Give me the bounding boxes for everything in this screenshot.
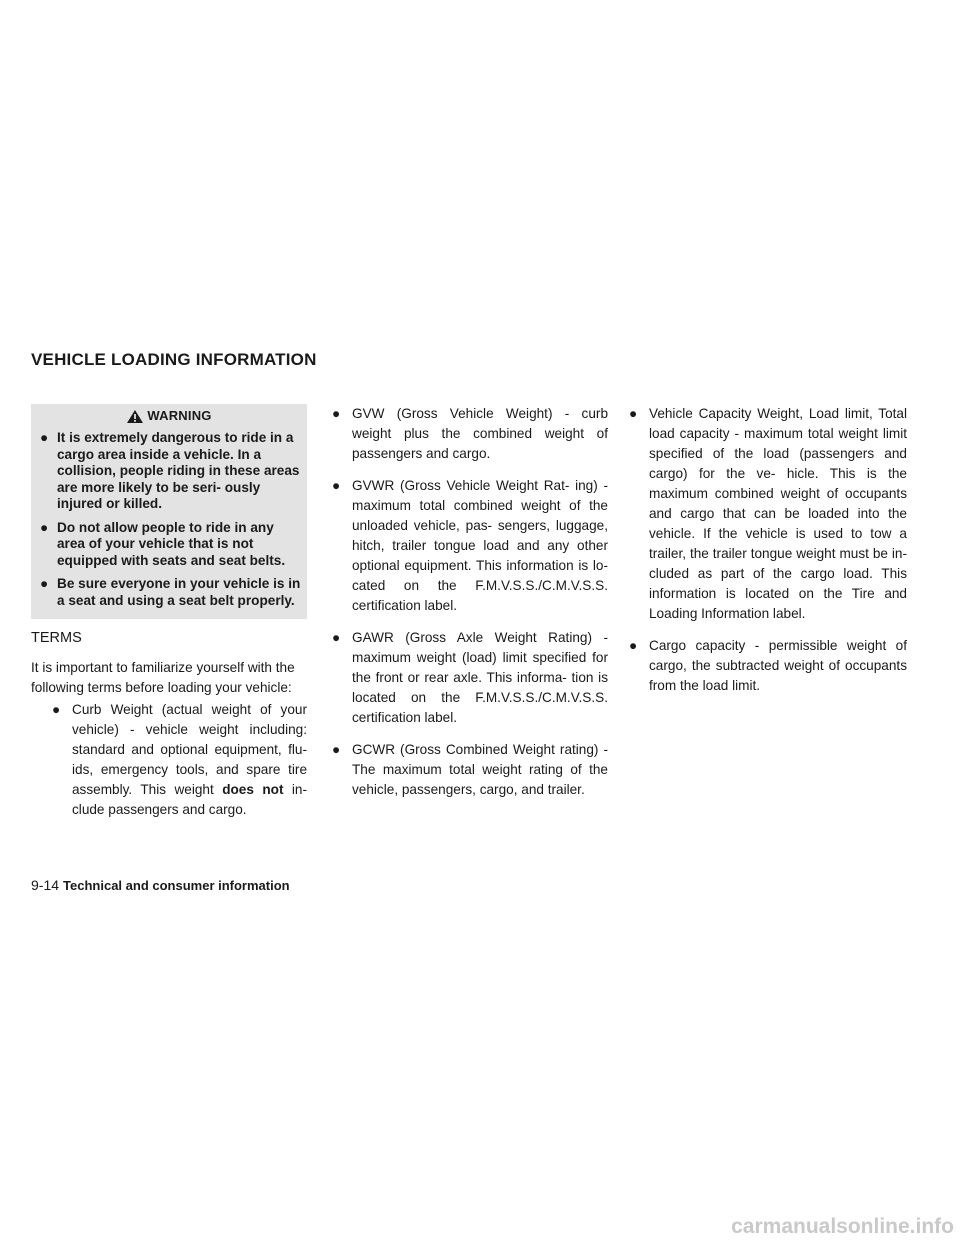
term-item-cargo-capacity [629, 636, 907, 696]
warning-item [31, 430, 307, 513]
bullet-icon: ● [629, 406, 638, 421]
warning-item [31, 520, 307, 570]
warning-item-text: Be sure everyone in your vehicle is in a seat and using a seat belt properly. [57, 576, 301, 608]
term-text: GCWR (Gross Combined Weight rating) - The maximum total weight rating of the vehicle, passengers, cargo, and trailer. [352, 742, 608, 797]
bullet-icon: ● [52, 702, 61, 717]
term-text: Vehicle Capacity Weight, Load limit, Total load capacity - maximum total weight limit specified of the load (passengers and cargo) for the ve- hicle. This is the maximum combined weight of occupants and cargo that can be loaded into the vehicle. If the vehicle is used to tow a trailer, the trailer tongue weight must be in- cluded as part of the cargo load. This information is located on the Tire and Loading Information label. [649, 406, 907, 621]
bullet-icon: ● [332, 630, 341, 645]
term-text: GVW (Gross Vehicle Weight) - curb weight plus the combined weight of passengers and cargo. [352, 406, 608, 461]
term-text: GAWR (Gross Axle Weight Rating) - maximum weight (load) limit specified for the front or rear axle. This informa- tion is located on the F.M.V.S.S./C.M.V.S.S. certification label. [352, 630, 608, 725]
term-text-before: Curb Weight (actual weight of your vehicle) - vehicle weight including: standard and optional equipment, flu- ids, emergency tools, and spare tire assembly. This weight [72, 702, 307, 797]
chapter-label: Technical and consumer information [63, 878, 290, 893]
term-text: Cargo capacity - permissible weight of cargo, the subtracted weight of occupants from the load limit. [649, 638, 907, 693]
warning-title: WARNING [147, 408, 212, 423]
bullet-icon: ● [332, 742, 341, 757]
term-item-curb-weight [31, 700, 307, 820]
term-item-gvw [332, 404, 608, 464]
warning-item-text: Do not allow people to ride in any area of your vehicle that is not equipped with seats and seat belts. [57, 519, 286, 568]
term-item-gcwr [332, 740, 608, 800]
warning-item [31, 576, 307, 609]
bullet-icon: ● [332, 478, 341, 493]
bullet-icon: ● [40, 519, 49, 535]
bullet-icon: ● [629, 638, 638, 653]
term-text-after: in- clude passengers and cargo. [72, 782, 308, 817]
term-text-emphasis: does not [222, 782, 284, 797]
bullet-icon: ● [40, 430, 49, 445]
warning-item-text: It is extremely dangerous to ride in a cargo area inside a vehicle. In a collision, people riding in these areas are more likely to be seri- ously injured or killed. [57, 430, 300, 511]
column-3 [629, 404, 907, 708]
term-item-gvwr [332, 476, 608, 616]
warning-header [31, 404, 307, 428]
section-title: VEHICLE LOADING INFORMATION [31, 350, 317, 369]
column-1 [31, 404, 307, 832]
term-item-vehicle-capacity-weight [629, 404, 907, 624]
page-footer [31, 877, 290, 893]
term-text: GVWR (Gross Vehicle Weight Rat- ing) - maximum total combined weight of the unloaded vehicle, pas- sengers, luggage, hitch, trailer tongue load and any other optional equipment. This information is lo- cated on the F.M.V.S.S./C.M.V.S.S. certification label. [352, 478, 608, 613]
terms-heading: TERMS [31, 630, 82, 646]
warning-box [31, 404, 307, 619]
watermark: carmanualsonline.info [731, 1215, 954, 1238]
bullet-icon: ● [332, 406, 341, 421]
bullet-icon: ● [40, 576, 49, 591]
warning-icon [126, 409, 144, 424]
column-2 [332, 404, 608, 812]
page-number: 9-14 [31, 877, 60, 893]
terms-intro: It is important to familiarize yourself with the following terms before loading your vehicle: [31, 660, 295, 695]
term-item-gawr [332, 628, 608, 728]
